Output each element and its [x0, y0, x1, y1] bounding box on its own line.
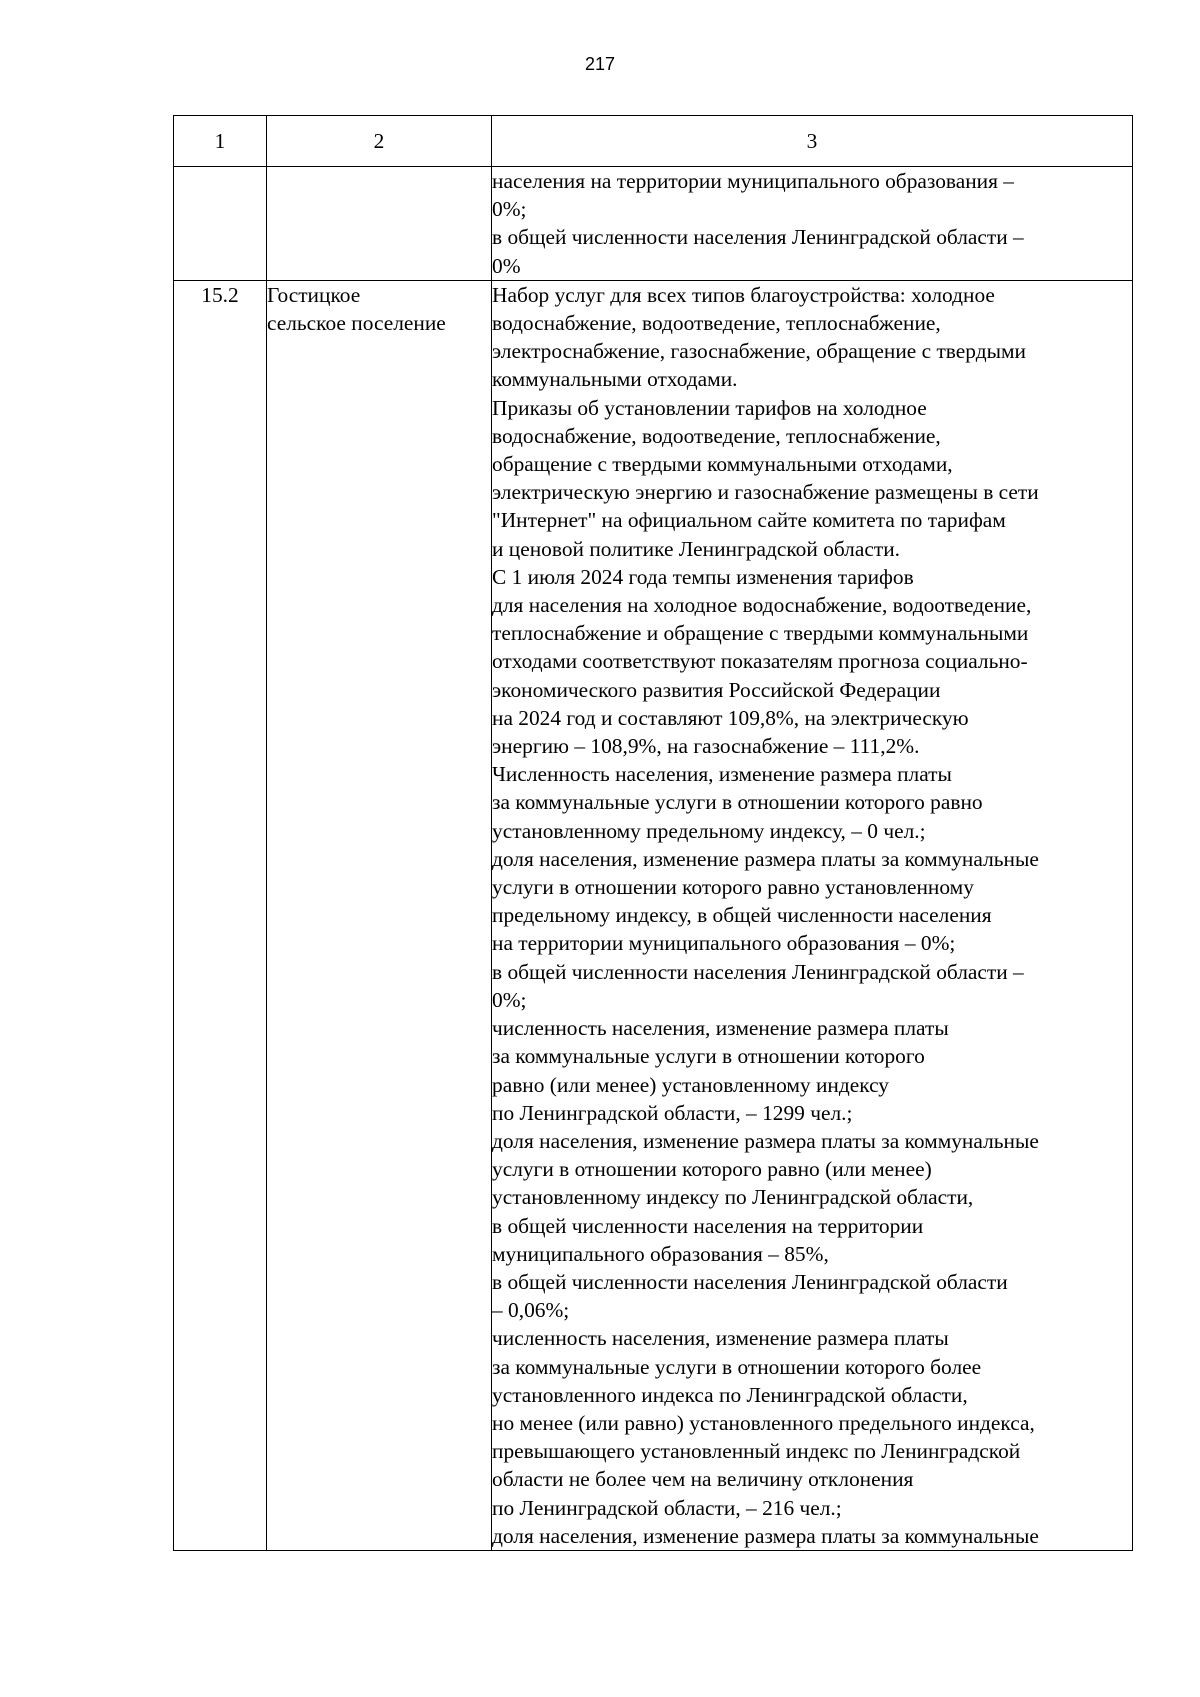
text-line: электроснабжение, газоснабжение, обращение с твердыми: [492, 339, 1026, 364]
text-line: сельское поселение: [267, 311, 446, 336]
text-line: Численность населения, изменение размера платы: [492, 762, 952, 787]
column-header-2: 2: [267, 116, 492, 167]
text-line: области не более чем на величину отклонения: [492, 1467, 914, 1492]
row-number: 15.2: [201, 282, 239, 307]
text-line: обращение с твердыми коммунальными отходами,: [492, 452, 953, 477]
continuation-cell-text: [492, 167, 1133, 281]
text-line: С 1 июля 2024 года темпы изменения тарифов: [492, 564, 914, 589]
description-text-lines: [492, 281, 1132, 1550]
text-line: Набор услуг для всех типов благоустройства: холодное: [492, 282, 995, 307]
text-line: но менее (или равно) установленного предельного индекса,: [492, 1410, 1035, 1435]
text-line: "Интернет" на официальном сайте комитета по тарифам: [492, 508, 1006, 533]
text-line: теплоснабжение и обращение с твердыми коммунальными: [492, 621, 1029, 646]
page-number: 217: [584, 54, 616, 74]
table-header-row: [174, 116, 1133, 167]
text-line: установленному индексу по Ленинградской области,: [492, 1185, 974, 1210]
text-line: для населения на холодное водоснабжение, водоотведение,: [492, 593, 1032, 618]
text-line: водоснабжение, водоотведение, теплоснабжение,: [492, 311, 941, 336]
description-cell: [492, 280, 1133, 1550]
text-line: доля населения, изменение размера платы за коммунальные: [492, 1128, 1039, 1153]
column-header-3: 3: [492, 116, 1133, 167]
text-line: Гостицкое: [267, 282, 361, 307]
text-line: в общей численности населения Ленинградской области –: [492, 959, 1024, 984]
data-table: [173, 115, 1133, 1551]
text-line: численность населения, изменение размера платы: [492, 1326, 949, 1351]
text-line: доля населения, изменение размера платы за коммунальные: [492, 846, 1039, 871]
text-line: в общей численности населения Ленинградской области –: [492, 225, 1024, 250]
continuation-text-lines: [492, 167, 1132, 280]
text-line: экономического развития Российской Федерации: [492, 677, 941, 702]
column-header-1: 1: [174, 116, 267, 167]
text-line: по Ленинградской области, – 1299 чел.;: [492, 1100, 853, 1125]
text-line: превышающего установленный индекс по Ленинградской: [492, 1439, 1021, 1464]
text-line: за коммунальные услуги в отношении которого равно: [492, 790, 983, 815]
text-line: равно (или менее) установленному индексу: [492, 1072, 889, 1097]
text-line: – 0,06%;: [492, 1298, 570, 1323]
text-line: предельному индексу, в общей численности населения: [492, 903, 992, 928]
text-line: в общей численности населения Ленинградской области: [492, 1269, 1008, 1294]
text-line: энергию – 108,9%, на газоснабжение – 111,2%.: [492, 734, 920, 759]
settlement-name-cell: [267, 280, 492, 1550]
text-line: услуги в отношении которого равно (или менее): [492, 1157, 932, 1182]
text-line: населения на территории муниципального образования –: [492, 169, 1014, 193]
text-line: 0%;: [492, 197, 527, 222]
text-line: в общей численности населения на территории: [492, 1213, 924, 1238]
text-line: доля населения, изменение размера платы за коммунальные: [492, 1523, 1039, 1548]
text-line: и ценовой политике Ленинградской области.: [492, 536, 900, 561]
continuation-cell-name: [267, 167, 492, 281]
text-line: на территории муниципального образования – 0%;: [492, 931, 956, 956]
table-row-15-2: [174, 280, 1133, 1550]
continuation-cell-number: [174, 167, 267, 281]
text-line: муниципального образования – 85%,: [492, 1241, 829, 1266]
text-line: электрическую энергию и газоснабжение размещены в сети: [492, 480, 1039, 505]
settlement-name-lines: [267, 281, 491, 337]
text-line: коммунальными отходами.: [492, 367, 738, 392]
table-row-continuation: [174, 167, 1133, 281]
text-line: установленного индекса по Ленинградской области,: [492, 1382, 968, 1407]
text-line: за коммунальные услуги в отношении которого более: [492, 1354, 982, 1379]
text-line: за коммунальные услуги в отношении которого: [492, 1044, 925, 1069]
text-line: на 2024 год и составляют 109,8%, на электрическую: [492, 705, 969, 730]
text-line: водоснабжение, водоотведение, теплоснабжение,: [492, 423, 941, 448]
text-line: установленному предельному индексу, – 0 чел.;: [492, 818, 926, 843]
text-line: отходами соответствуют показателям прогноза социально-: [492, 649, 1028, 674]
text-line: Приказы об установлении тарифов на холодное: [492, 395, 927, 420]
text-line: численность населения, изменение размера платы: [492, 1016, 949, 1041]
text-line: услуги в отношении которого равно установленному: [492, 875, 974, 900]
text-line: 0%;: [492, 987, 527, 1012]
text-line: по Ленинградской области, – 216 чел.;: [492, 1495, 842, 1520]
text-line: 0%: [492, 253, 521, 278]
row-number-cell: [174, 280, 267, 1550]
